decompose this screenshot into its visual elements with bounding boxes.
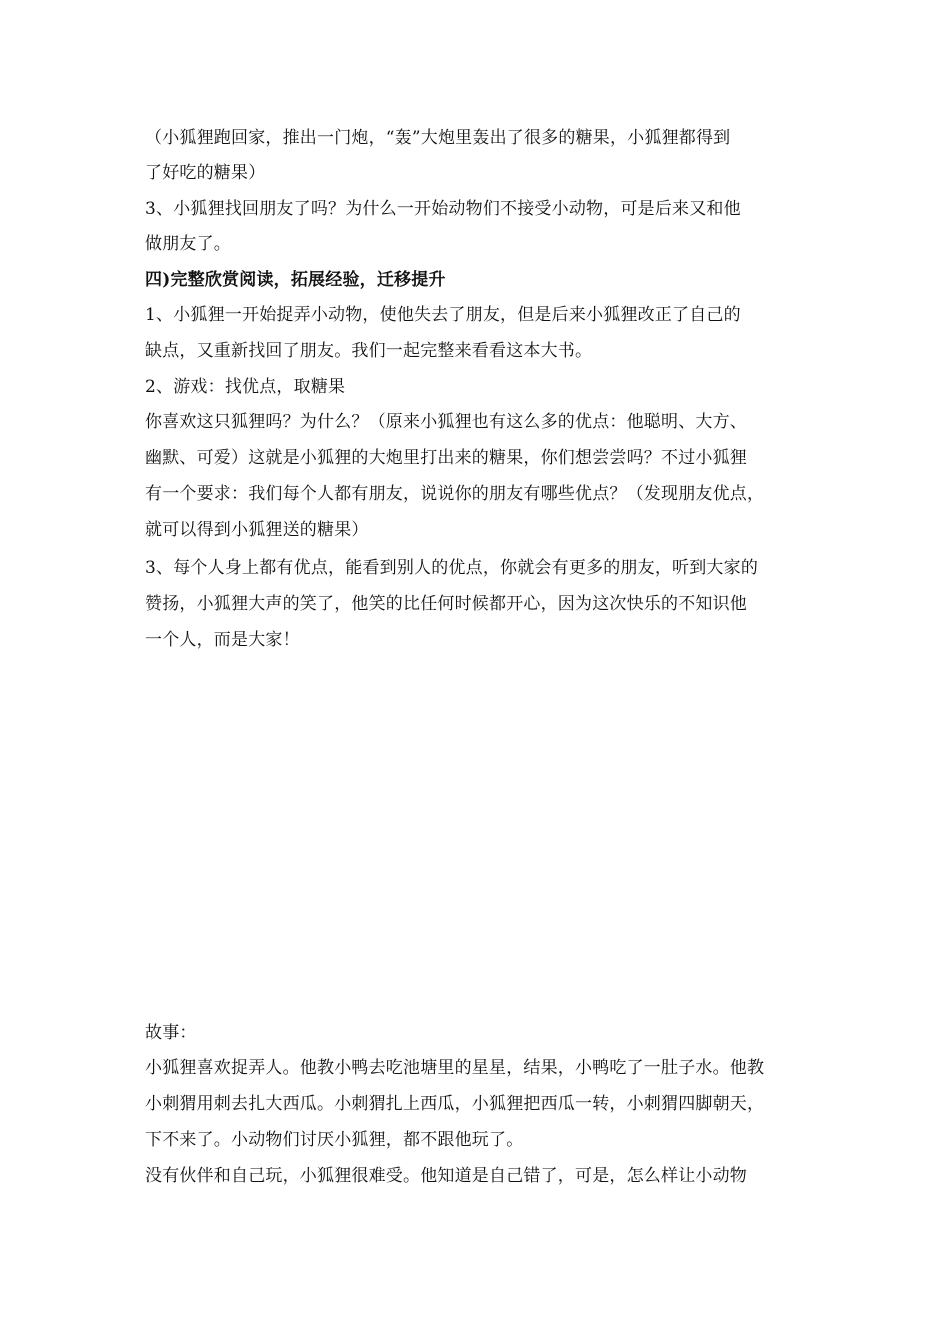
- text-line: 一个人，而是大家！: [145, 630, 300, 650]
- story-label: 故事：: [145, 1023, 197, 1043]
- text-line: （小狐狸跑回家，推出一门炮，“轰”大炮里轰出了很多的糖果，小狐狸都得到: [145, 128, 731, 148]
- text-line: 3、每个人身上都有优点，能看到别人的优点，你就会有更多的朋友，听到大家的: [145, 558, 759, 578]
- text-line: 就可以得到小狐狸送的糖果）: [145, 520, 369, 540]
- text-line: 了好吃的糖果）: [145, 163, 266, 183]
- text-line: 有一个要求：我们每个人都有朋友，说说你的朋友有哪些优点？（发现朋友优点，: [145, 484, 765, 504]
- text-line: 小狐狸喜欢捉弄人。他教小鸭去吃池塘里的星星，结果，小鸭吃了一肚子水。他教: [145, 1058, 765, 1078]
- text-line: 1、小狐狸一开始捉弄小动物，使他失去了朋友，但是后来小狐狸改正了自己的: [145, 305, 741, 325]
- section-heading: 四)完整欣赏阅读，拓展经验，迁移提升: [145, 270, 446, 290]
- text-line: 做朋友了。: [145, 234, 231, 254]
- text-line: 你喜欢这只狐狸吗？为什么？（原来小狐狸也有这么多的优点：他聪明、大方、: [145, 412, 747, 432]
- text-line: 缺点，又重新找回了朋友。我们一起完整来看看这本大书。: [145, 341, 593, 361]
- text-line: 赞扬，小狐狸大声的笑了，他笑的比任何时候都开心，因为这次快乐的不知识他: [145, 594, 747, 614]
- text-line: 2、游戏：找优点，取糖果: [145, 377, 346, 397]
- text-line: 下不来了。小动物们讨厌小狐狸，都不跟他玩了。: [145, 1130, 524, 1150]
- text-line: 幽默、可爱）这就是小狐狸的大炮里打出来的糖果，你们想尝尝吗？不过小狐狸: [145, 448, 747, 468]
- text-line: 小刺猬用刺去扎大西瓜。小刺猬扎上西瓜，小狐狸把西瓜一转，小刺猬四脚朝天，: [145, 1094, 765, 1114]
- text-line: 3、小狐狸找回朋友了吗？为什么一开始动物们不接受小动物，可是后来又和他: [145, 199, 741, 219]
- text-line: 没有伙伴和自己玩，小狐狸很难受。他知道是自己错了，可是，怎么样让小动物: [145, 1166, 747, 1186]
